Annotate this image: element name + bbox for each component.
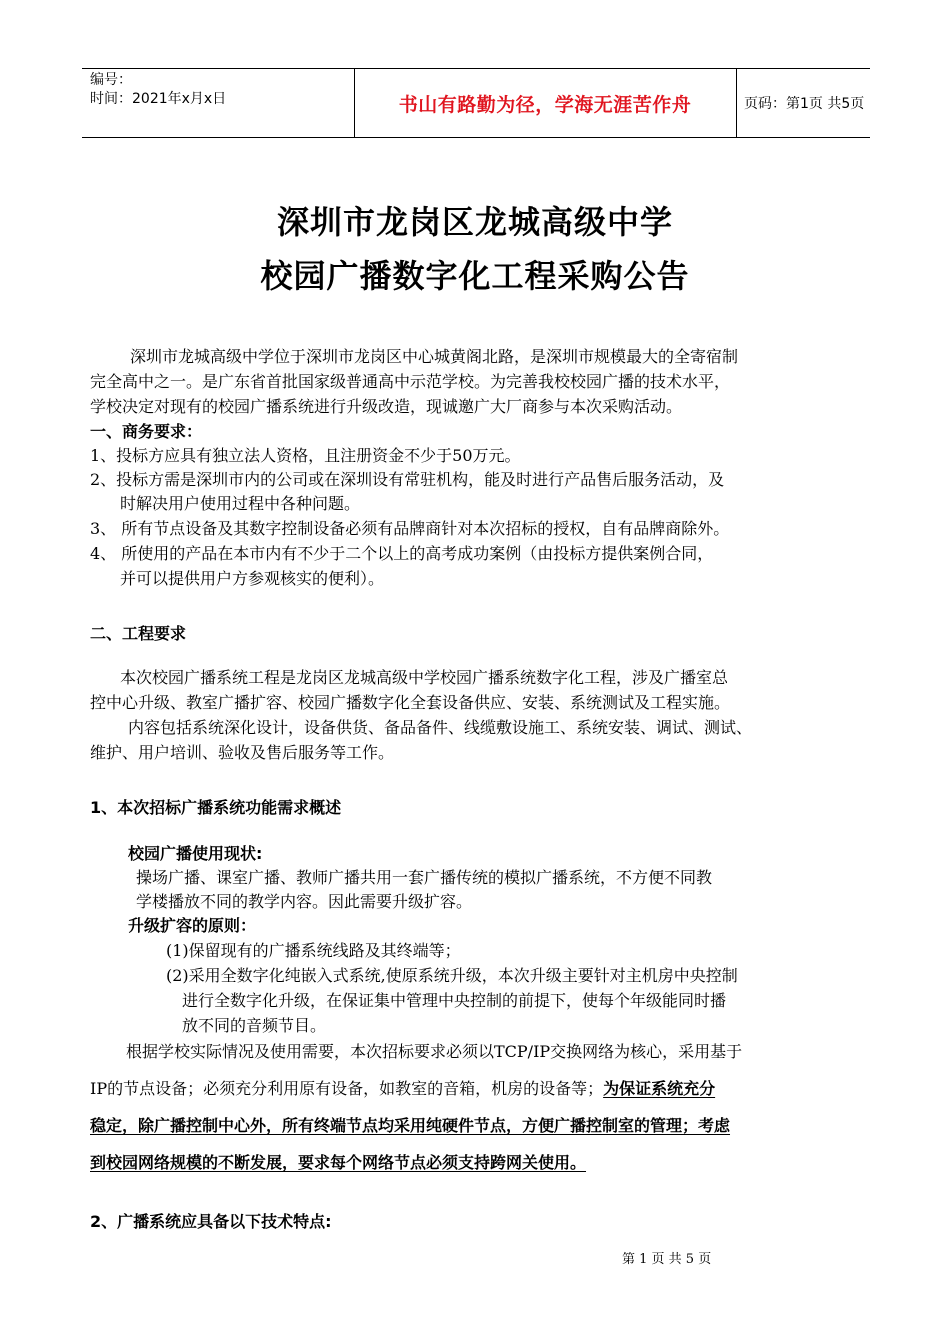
- section-heading-engineering: 二、工程要求: [90, 624, 187, 643]
- principle-item: 进行全数字化升级，在保证集中管理中央控制的前提下，使每个年级能同时播: [182, 991, 727, 1010]
- requirement-line: 根据学校实际情况及使用需要，本次招标要求必须以TCP/IP交换网络为核心，采用基于: [126, 1042, 743, 1061]
- section-heading-business: 一、商务要求：: [90, 422, 203, 441]
- header-meta: [90, 71, 270, 109]
- document-date-label: 时间：2021年x月x日: [90, 91, 227, 107]
- requirement-line: [90, 1077, 715, 1101]
- business-item: 3、 所有节点设备及其数字控制设备必须有品牌商针对本次招标的授权，自有品牌商除外。: [90, 519, 730, 538]
- header-motto: 书山有路勤为径，学海无涯苦作舟: [398, 93, 692, 116]
- intro-line: 完全高中之一。是广东省首批国家级普通高中示范学校。为完善我校校园广播的技术水平，: [90, 372, 731, 391]
- status-heading: 校园广播使用现状:: [128, 844, 263, 863]
- business-item: 并可以提供用户方参观核实的便利）。: [120, 569, 385, 588]
- business-item: 2、投标方需是深圳市内的公司或在深圳设有常驻机构，能及时进行产品售后服务活动，及: [90, 470, 725, 489]
- header-divider: [736, 69, 737, 137]
- principle-item: (1)保留现有的广播系统线路及其终端等；: [166, 941, 461, 960]
- business-item: 1、投标方应具有独立法人资格，且注册资金不少于50万元。: [90, 446, 521, 465]
- principle-heading: 升级扩容的原则：: [128, 916, 257, 935]
- subsection-heading-tech: 2、广播系统应具备以下技术特点:: [90, 1212, 332, 1231]
- document-title-line2: 校园广播数字化工程采购公告: [260, 257, 690, 295]
- engineering-paragraph: 控中心升级、教室广播扩容、校园广播数字化全套设备供应、安装、系统测试及工程实施。: [90, 693, 731, 712]
- page-header: [82, 68, 870, 138]
- requirement-text: IP的节点设备；必须充分利用原有设备，如教室的音箱，机房的设备等；: [90, 1079, 604, 1098]
- requirement-emphasis-line: 到校园网络规模的不断发展，要求每个网络节点必须支持跨网关使用。: [90, 1153, 587, 1172]
- document-number-label: 编号：: [90, 72, 132, 88]
- page-footer: 第 1 页 共 5 页: [622, 1252, 712, 1267]
- header-page-info: 页码：第1页 共5页: [744, 96, 865, 112]
- engineering-paragraph: 本次校园广播系统工程是龙岗区龙城高级中学校园广播系统数字化工程，涉及广播室总: [120, 668, 729, 687]
- principle-item: (2)采用全数字化纯嵌入式系统,使原系统升级，本次升级主要针对主机房中央控制: [166, 966, 738, 985]
- business-item: 时解决用户使用过程中各种问题。: [120, 494, 361, 513]
- engineering-paragraph: 内容包括系统深化设计，设备供货、备品备件、线缆敷设施工、系统安装、调试、测试、: [128, 718, 753, 737]
- business-item: 4、 所使用的产品在本市内有不少于二个以上的高考成功案例（由投标方提供案例合同，: [90, 544, 714, 563]
- status-line: 操场广播、课室广播、教师广播共用一套广播传统的模拟广播系统，不方便不同教: [136, 868, 713, 887]
- subsection-heading-requirements: 1、本次招标广播系统功能需求概述: [90, 798, 342, 817]
- engineering-paragraph: 维护、用户培训、验收及售后服务等工作。: [90, 743, 395, 762]
- status-line: 学楼播放不同的教学内容。因此需要升级扩容。: [136, 892, 473, 911]
- requirement-emphasis-line: 稳定，除广播控制中心外，所有终端节点均采用纯硬件节点，方便广播控制室的管理；考虑: [90, 1116, 731, 1135]
- requirement-emphasis: 为保证系统充分: [603, 1079, 716, 1098]
- document-title-line1: 深圳市龙岗区龙城高级中学: [276, 203, 673, 241]
- principle-item: 放不同的音频节目。: [182, 1016, 327, 1035]
- intro-line: 深圳市龙城高级中学位于深圳市龙岗区中心城黄阁北路，是深圳市规模最大的全寄宿制: [130, 347, 739, 366]
- intro-line: 学校决定对现有的校园广播系统进行升级改造，现诚邀广大厂商参与本次采购活动。: [90, 397, 683, 416]
